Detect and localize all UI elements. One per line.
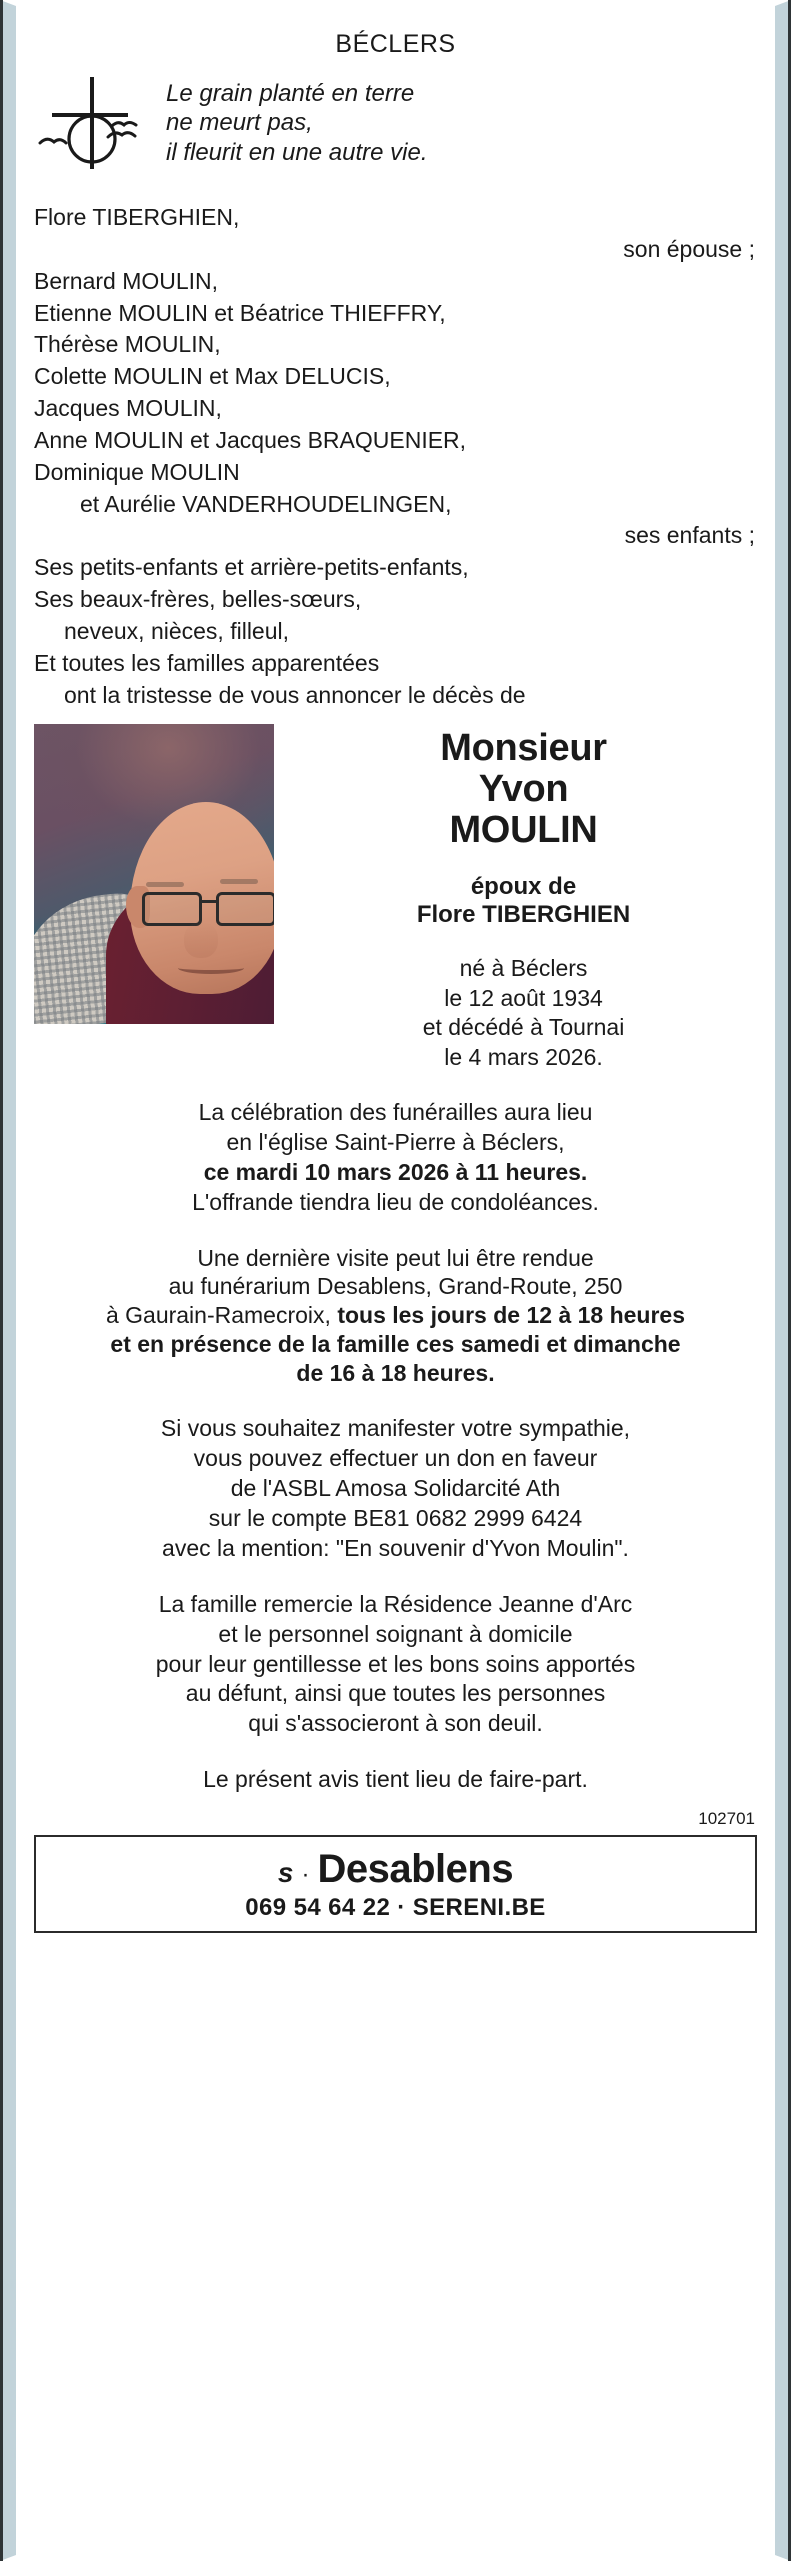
logo-separator-icon: · xyxy=(301,1860,310,1888)
verse-line-1: Le grain planté en terre xyxy=(166,80,415,107)
donation-beneficiary: de l'ASBL Amosa Solidarcité Ath xyxy=(230,1475,561,1502)
family-line: Jacques MOULIN, xyxy=(34,395,222,422)
reference-number: 102701 xyxy=(698,1809,755,1829)
logo-company-name: Desablens xyxy=(317,1846,514,1891)
photo-lens-left xyxy=(142,892,202,926)
spouse-block xyxy=(290,873,757,931)
visitation-paragraph xyxy=(34,1244,757,1389)
visitation-family-hours: de 16 à 18 heures. xyxy=(296,1360,495,1387)
family-line: Thérèse MOULIN, xyxy=(34,331,221,358)
born-date: le 12 août 1934 xyxy=(444,984,603,1011)
funeral-paragraph xyxy=(34,1098,757,1218)
notice-inner xyxy=(16,6,775,2555)
thanks-line-5: qui s'associeront à son deuil. xyxy=(248,1710,543,1737)
deceased-name-block xyxy=(274,724,757,1072)
died-date: le 4 mars 2026. xyxy=(444,1043,603,1070)
family-line: Bernard MOULIN, xyxy=(34,267,219,294)
family-line: Etienne MOULIN et Béatrice THIEFFRY, xyxy=(34,299,446,326)
funeral-line-2: en l'église Saint-Pierre à Béclers, xyxy=(226,1128,565,1155)
spouse-name: Flore TIBERGHIEN xyxy=(416,901,631,929)
visitation-line-1: Une dernière visite peut lui être rendue xyxy=(197,1244,594,1271)
visitation-location: à Gaurain-Ramecroix, xyxy=(105,1302,338,1329)
logo-prefix: s xyxy=(277,1856,294,1888)
thanks-line-2: et le personnel soignant à domicile xyxy=(218,1620,573,1647)
deceased-hero xyxy=(34,724,757,1072)
cross-with-sun-and-birds-icon xyxy=(34,75,154,176)
donation-line-1: Si vous souhaitez manifester votre sympathie, xyxy=(160,1415,631,1442)
thanks-line-1: La famille remercie la Résidence Jeanne d'Arc xyxy=(158,1590,633,1617)
donation-line-2: vous pouvez effectuer un don en faveur xyxy=(193,1445,598,1472)
deceased-last-name: MOULIN xyxy=(449,808,598,851)
logo-wordmark xyxy=(278,1847,513,1892)
verse-text xyxy=(154,75,757,167)
family-line: Ses beaux-frères, belles-sœurs, xyxy=(34,586,362,613)
family-line: Flore TIBERGHIEN, xyxy=(34,204,240,230)
photo-mouth xyxy=(178,962,244,974)
donation-reference: avec la mention: "En souvenir d'Yvon Moulin". xyxy=(162,1534,629,1561)
died-place: et décédé à Tournai xyxy=(422,1014,625,1041)
logo-contact-info[interactable]: 069 54 64 22 · SERENI.BE xyxy=(245,1893,546,1921)
photo-eyebrow-left xyxy=(146,882,184,887)
family-relation-epouse: son épouse ; xyxy=(623,235,755,262)
thanks-line-3: pour leur gentillesse et les bons soins apportés xyxy=(155,1650,636,1677)
family-line: et Aurélie VANDERHOUDELINGEN, xyxy=(80,490,452,517)
funeral-line-1: La célébration des funérailles aura lieu xyxy=(198,1098,593,1125)
birth-death-dates xyxy=(290,954,757,1072)
donation-account-number: sur le compte BE81 0682 2999 6424 xyxy=(208,1505,583,1532)
donation-paragraph xyxy=(34,1414,757,1563)
thanks-line-4: au défunt, ainsi que toutes les personnes xyxy=(185,1680,606,1707)
visitation-hours: tous les jours de 12 à 18 heures xyxy=(337,1302,686,1329)
verse-row xyxy=(34,75,757,176)
born-place: né à Béclers xyxy=(459,955,588,982)
family-list xyxy=(34,202,757,712)
announcement-lead-in: ont la tristesse de vous annoncer le décès de xyxy=(64,681,526,708)
visitation-family-presence: et en présence de la famille ces samedi et dimanche xyxy=(110,1331,681,1358)
photo-nose xyxy=(184,922,218,958)
photo-eyebrow-right xyxy=(220,879,258,884)
funeral-line-4: L'offrande tiendra lieu de condoléances. xyxy=(192,1188,599,1215)
thanks-paragraph xyxy=(34,1590,757,1739)
funeral-datetime: ce mardi 10 mars 2026 à 11 heures. xyxy=(203,1158,588,1185)
family-line: neveux, nièces, filleul, xyxy=(64,617,290,644)
funeral-home-logo-box[interactable] xyxy=(34,1835,757,1933)
verse-line-3: il fleurit en une autre vie. xyxy=(166,138,428,166)
locality-heading: BÉCLERS xyxy=(335,30,456,58)
family-line: Ses petits-enfants et arrière-petits-enfants, xyxy=(34,554,469,581)
portrait-photo xyxy=(34,724,274,1024)
deceased-title: Monsieur xyxy=(440,726,607,769)
family-line: Anne MOULIN et Jacques BRAQUENIER, xyxy=(34,426,467,453)
family-relation-enfants: ses enfants ; xyxy=(624,522,755,549)
deceased-first-name: Yvon xyxy=(478,767,569,810)
photo-lens-right xyxy=(216,892,274,926)
visitation-line-2: au funérarium Desablens, Grand-Route, 250 xyxy=(168,1273,623,1300)
family-line: Dominique MOULIN xyxy=(34,458,240,485)
spouse-label: époux de xyxy=(470,872,577,900)
verse-line-2: ne meurt pas, xyxy=(166,109,313,137)
family-line: Et toutes les familles apparentées xyxy=(34,649,380,676)
closing-statement: Le présent avis tient lieu de faire-part. xyxy=(203,1766,588,1793)
family-line: Colette MOULIN et Max DELUCIS, xyxy=(34,363,391,390)
